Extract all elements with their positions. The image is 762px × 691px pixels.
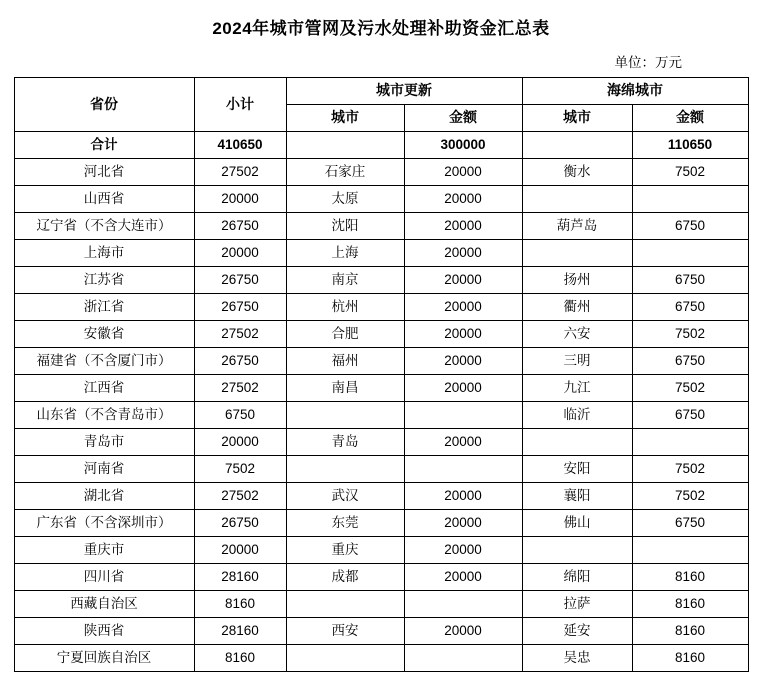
cell-urban-city: 石家庄 [286,159,404,186]
cell-province: 江苏省 [14,267,194,294]
cell-subtotal: 26750 [194,213,286,240]
cell-province: 广东省（不含深圳市） [14,510,194,537]
cell-sponge-amount: 7502 [632,375,748,402]
cell-urban-city [286,402,404,429]
cell-urban-amount: 300000 [404,132,522,159]
cell-sponge-city: 吴忠 [522,645,632,672]
cell-subtotal: 27502 [194,483,286,510]
unit-note: 单位：万元 [614,55,682,70]
cell-province: 上海市 [14,240,194,267]
cell-urban-amount: 20000 [404,159,522,186]
header-province: 省份 [14,78,194,132]
cell-subtotal: 20000 [194,537,286,564]
cell-province: 江西省 [14,375,194,402]
cell-province: 合计 [14,132,194,159]
cell-province: 陕西省 [14,618,194,645]
table-row [14,321,748,348]
cell-urban-amount: 20000 [404,510,522,537]
header-sponge-amount: 金额 [632,105,748,132]
cell-province: 山西省 [14,186,194,213]
cell-sponge-city: 临沂 [522,402,632,429]
cell-sponge-amount: 6750 [632,213,748,240]
cell-sponge-city: 衡水 [522,159,632,186]
cell-subtotal: 6750 [194,402,286,429]
cell-subtotal: 7502 [194,456,286,483]
header-urban-city: 城市 [286,105,404,132]
unit-note-row [0,51,762,77]
cell-urban-amount: 20000 [404,483,522,510]
cell-sponge-amount [632,537,748,564]
table-row [14,186,748,213]
page-title: 2024年城市管网及污水处理补助资金汇总表 [212,19,550,38]
cell-sponge-city: 延安 [522,618,632,645]
header-urban-amount: 金额 [404,105,522,132]
cell-sponge-amount: 6750 [632,402,748,429]
cell-sponge-city [522,132,632,159]
cell-urban-amount: 20000 [404,564,522,591]
cell-subtotal: 26750 [194,267,286,294]
cell-urban-amount: 20000 [404,321,522,348]
table-row [14,456,748,483]
cell-sponge-amount: 7502 [632,159,748,186]
cell-sponge-amount [632,186,748,213]
cell-subtotal: 20000 [194,429,286,456]
cell-sponge-city: 葫芦岛 [522,213,632,240]
cell-urban-amount: 20000 [404,375,522,402]
cell-subtotal: 20000 [194,240,286,267]
table-row [14,591,748,618]
cell-urban-amount: 20000 [404,267,522,294]
table-body [14,132,748,672]
cell-subtotal: 27502 [194,375,286,402]
cell-urban-amount: 20000 [404,294,522,321]
cell-province: 浙江省 [14,294,194,321]
cell-urban-amount: 20000 [404,348,522,375]
cell-urban-city [286,456,404,483]
cell-sponge-city: 襄阳 [522,483,632,510]
cell-subtotal: 27502 [194,159,286,186]
header-row-1 [14,78,748,105]
cell-sponge-city: 扬州 [522,267,632,294]
cell-urban-city: 青岛 [286,429,404,456]
cell-sponge-amount: 6750 [632,267,748,294]
cell-urban-city: 重庆 [286,537,404,564]
cell-sponge-amount: 8160 [632,564,748,591]
cell-sponge-amount: 8160 [632,618,748,645]
cell-sponge-city: 三明 [522,348,632,375]
table-row [14,483,748,510]
cell-urban-amount: 20000 [404,618,522,645]
table-row [14,618,748,645]
table-row [14,348,748,375]
cell-urban-city: 合肥 [286,321,404,348]
cell-sponge-amount [632,429,748,456]
cell-subtotal: 8160 [194,591,286,618]
cell-province: 山东省（不含青岛市） [14,402,194,429]
cell-province: 宁夏回族自治区 [14,645,194,672]
table-row [14,429,748,456]
table-row [14,213,748,240]
table-row [14,132,748,159]
cell-urban-city: 杭州 [286,294,404,321]
table-row [14,294,748,321]
cell-sponge-amount: 6750 [632,348,748,375]
header-group-urban-renewal: 城市更新 [286,78,522,105]
summary-table [14,77,749,672]
cell-province: 重庆市 [14,537,194,564]
cell-province: 四川省 [14,564,194,591]
cell-sponge-city [522,429,632,456]
cell-urban-amount: 20000 [404,186,522,213]
table-row [14,159,748,186]
cell-sponge-amount: 8160 [632,591,748,618]
cell-urban-city: 沈阳 [286,213,404,240]
cell-subtotal: 26750 [194,294,286,321]
cell-urban-city: 上海 [286,240,404,267]
table-row [14,510,748,537]
cell-sponge-city: 拉萨 [522,591,632,618]
table-row [14,645,748,672]
table-row [14,267,748,294]
cell-sponge-city [522,186,632,213]
cell-province: 安徽省 [14,321,194,348]
cell-sponge-amount: 8160 [632,645,748,672]
table-row [14,537,748,564]
cell-sponge-amount: 7502 [632,456,748,483]
cell-urban-city: 东莞 [286,510,404,537]
table-row [14,375,748,402]
cell-urban-city: 南昌 [286,375,404,402]
cell-subtotal: 27502 [194,321,286,348]
cell-sponge-amount: 6750 [632,294,748,321]
cell-province: 河南省 [14,456,194,483]
cell-sponge-amount: 6750 [632,510,748,537]
cell-urban-city: 太原 [286,186,404,213]
cell-sponge-amount [632,240,748,267]
cell-sponge-city: 九江 [522,375,632,402]
cell-sponge-city [522,537,632,564]
table-row [14,402,748,429]
cell-sponge-city: 绵阳 [522,564,632,591]
cell-urban-city [286,132,404,159]
table-header [14,78,748,132]
cell-sponge-city [522,240,632,267]
cell-sponge-city: 佛山 [522,510,632,537]
cell-urban-city: 西安 [286,618,404,645]
cell-urban-amount [404,456,522,483]
header-group-sponge-city: 海绵城市 [522,78,748,105]
table-row [14,240,748,267]
cell-urban-amount: 20000 [404,537,522,564]
cell-province: 福建省（不含厦门市） [14,348,194,375]
cell-province: 西藏自治区 [14,591,194,618]
header-sponge-city: 城市 [522,105,632,132]
cell-urban-city: 福州 [286,348,404,375]
cell-urban-city: 成都 [286,564,404,591]
cell-sponge-city: 安阳 [522,456,632,483]
cell-subtotal: 20000 [194,186,286,213]
cell-sponge-city: 衢州 [522,294,632,321]
cell-sponge-amount: 7502 [632,483,748,510]
cell-urban-city: 武汉 [286,483,404,510]
cell-province: 青岛市 [14,429,194,456]
cell-urban-city [286,591,404,618]
cell-sponge-amount: 7502 [632,321,748,348]
cell-province: 河北省 [14,159,194,186]
cell-province: 湖北省 [14,483,194,510]
cell-urban-city: 南京 [286,267,404,294]
cell-sponge-amount: 110650 [632,132,748,159]
cell-urban-city [286,645,404,672]
cell-subtotal: 28160 [194,618,286,645]
cell-province: 辽宁省（不含大连市） [14,213,194,240]
cell-subtotal: 8160 [194,645,286,672]
cell-sponge-city: 六安 [522,321,632,348]
cell-subtotal: 26750 [194,510,286,537]
cell-urban-amount: 20000 [404,240,522,267]
cell-subtotal: 410650 [194,132,286,159]
cell-urban-amount: 20000 [404,213,522,240]
cell-urban-amount [404,645,522,672]
cell-urban-amount [404,402,522,429]
header-subtotal: 小计 [194,78,286,132]
cell-subtotal: 26750 [194,348,286,375]
cell-subtotal: 28160 [194,564,286,591]
cell-urban-amount: 20000 [404,429,522,456]
table-row [14,564,748,591]
cell-urban-amount [404,591,522,618]
